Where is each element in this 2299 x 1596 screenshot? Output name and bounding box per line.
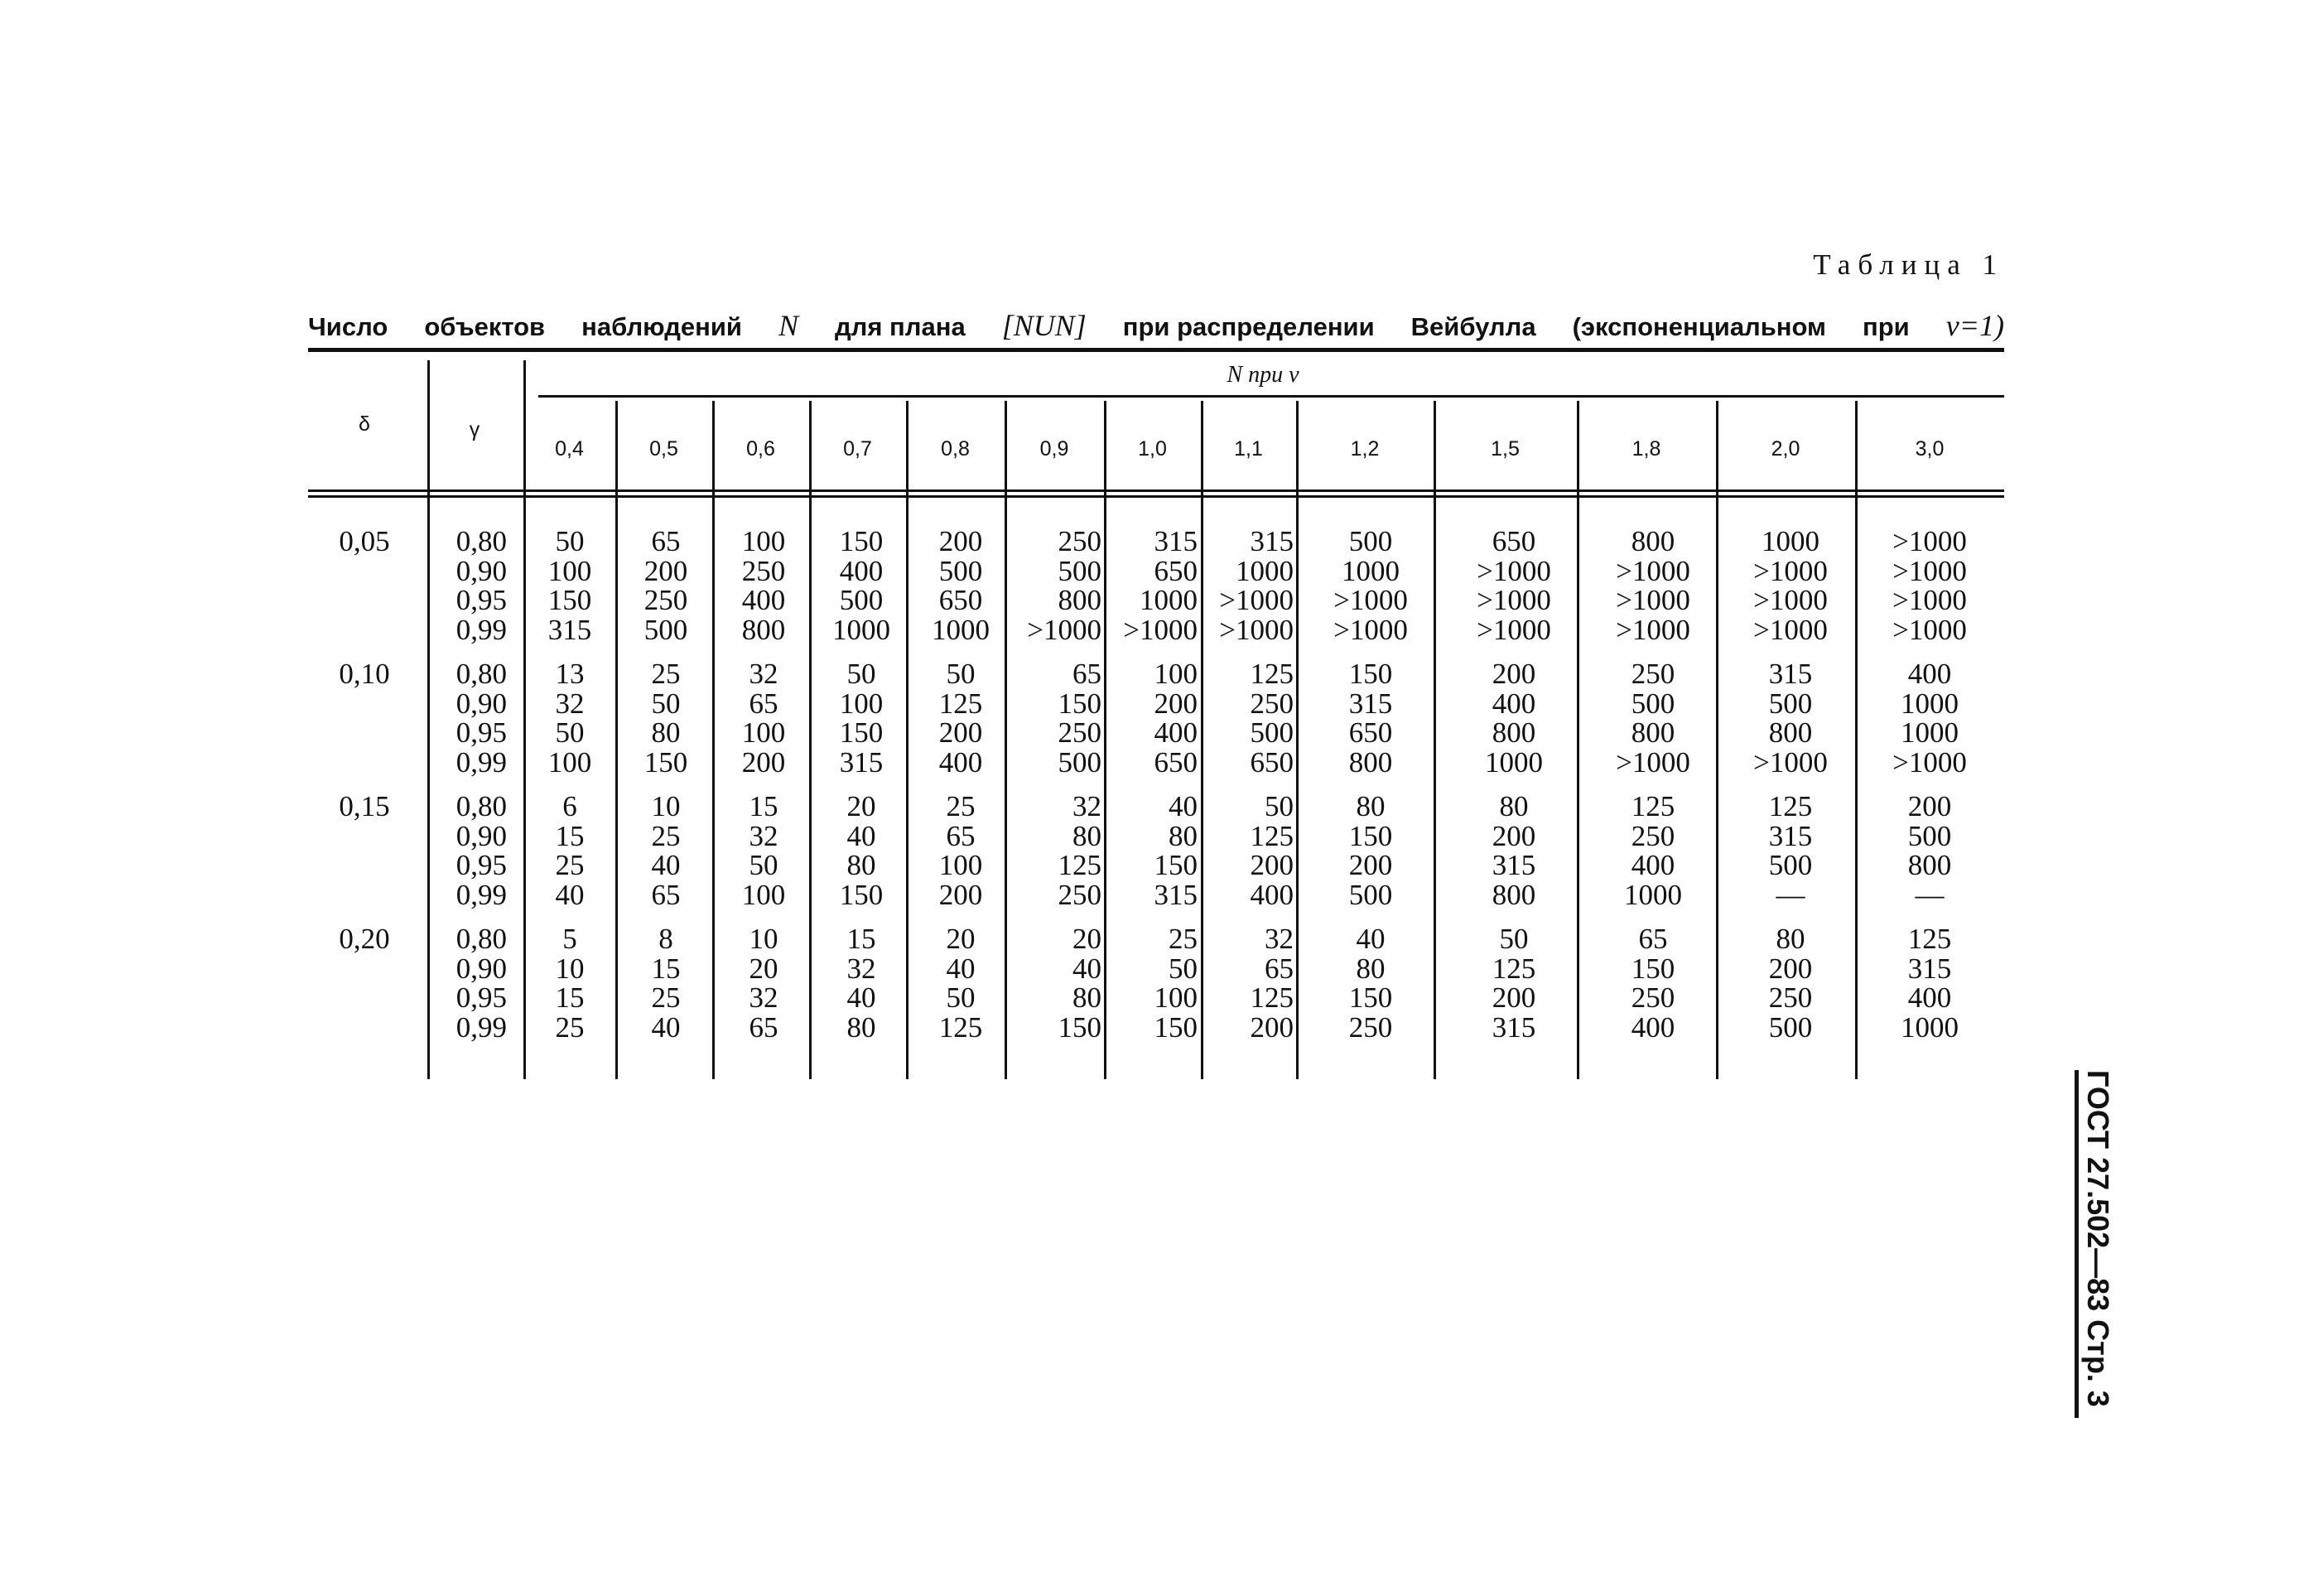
- table-cell: 315: [839, 745, 884, 779]
- table-cell: 32: [555, 687, 585, 720]
- table-cell: 315: [547, 613, 592, 646]
- table-cell: 125: [1250, 658, 1294, 690]
- table-cell: 315: [1907, 952, 1952, 985]
- table-cell: 800: [1492, 716, 1536, 750]
- table-cell: 800: [1058, 584, 1101, 617]
- table-cell: 200: [1250, 1010, 1294, 1044]
- table-cell: 40: [1356, 923, 1386, 955]
- table-cell: 250: [1348, 1010, 1393, 1044]
- table-cell: 40: [846, 981, 876, 1015]
- table-cell: 20: [1072, 923, 1101, 955]
- column-separator: [906, 401, 909, 1079]
- table-cell: 100: [741, 878, 786, 911]
- table-cell: 125: [1907, 923, 1952, 955]
- table-cell: >1000: [1219, 613, 1294, 646]
- table-cell: 15: [555, 819, 585, 852]
- header-gamma: γ: [469, 418, 480, 441]
- delta-value: 0,20: [339, 923, 390, 955]
- table-cell: 500: [1631, 687, 1675, 720]
- table-cell: 500: [1768, 687, 1813, 720]
- table-cell: 50: [846, 658, 876, 690]
- table-cell: 80: [1499, 790, 1529, 822]
- caption-rule: [308, 348, 2004, 352]
- table-cell: 800: [1907, 849, 1952, 882]
- table-cell: >1000: [1753, 584, 1828, 617]
- table-cell: 800: [1768, 716, 1813, 750]
- gamma-value: 0,80: [455, 525, 507, 557]
- header-bottom-rule-2: [308, 495, 2004, 498]
- table-cell: 200: [1492, 981, 1536, 1015]
- table-cell: 1000: [1624, 878, 1682, 911]
- table-cell: 80: [1169, 819, 1198, 852]
- table-cell: 25: [651, 819, 681, 852]
- header-nu-7: 1,1: [1234, 437, 1263, 460]
- table-cell: 315: [1348, 687, 1393, 720]
- table-cell: 650: [1154, 554, 1198, 587]
- table-cell: 800: [741, 613, 786, 646]
- table-cell: 50: [1499, 923, 1529, 955]
- table-cell: >1000: [1333, 613, 1408, 646]
- table-cell: 1000: [1236, 554, 1294, 587]
- gamma-value: 0,90: [455, 952, 507, 985]
- table-cell: 80: [846, 1010, 876, 1044]
- table-cell: 150: [547, 584, 592, 617]
- table-cell: 1000: [1140, 584, 1198, 617]
- table-cell: 150: [839, 878, 884, 911]
- table-cell: 100: [547, 554, 592, 587]
- table-cell: 400: [741, 584, 786, 617]
- table-cell: 150: [1631, 952, 1675, 985]
- table-cell: 10: [555, 952, 585, 985]
- header-nu-8: 1,2: [1350, 437, 1380, 460]
- gamma-value: 0,90: [455, 687, 507, 720]
- table-cell: >1000: [1027, 613, 1101, 646]
- table-cell: 200: [1768, 952, 1813, 985]
- table-cell: 250: [1058, 716, 1101, 750]
- table-cell: 400: [1631, 1010, 1675, 1044]
- table-cell: >1000: [1892, 584, 1967, 617]
- table-cell: 315: [1492, 1010, 1536, 1044]
- table-cell: 50: [946, 658, 976, 690]
- table-label: Таблица 1: [1813, 248, 2004, 281]
- header-nu-12: 3,0: [1915, 437, 1945, 460]
- table-cell: 100: [839, 687, 884, 720]
- table-cell: 150: [1058, 1010, 1101, 1044]
- table-cell: 80: [846, 849, 876, 882]
- column-separator: [1296, 401, 1299, 1079]
- table-cell: 150: [643, 745, 688, 779]
- table-cell: 200: [1492, 658, 1536, 690]
- table-cell: 20: [946, 923, 976, 955]
- header-nu-1: 0,5: [649, 437, 678, 460]
- table-cell: 40: [651, 1010, 681, 1044]
- table-cell: 650: [1492, 525, 1536, 557]
- table-cell: 40: [1169, 790, 1198, 822]
- table-cell: 125: [1058, 849, 1101, 882]
- gamma-value: 0,90: [455, 819, 507, 852]
- table-cell: 1000: [1485, 745, 1543, 779]
- table-cell: 50: [555, 525, 585, 557]
- header-nu-2: 0,6: [746, 437, 775, 460]
- table-cell: 1000: [1901, 687, 1959, 720]
- table-cell: 25: [946, 790, 976, 822]
- table-cell: >1000: [1123, 613, 1198, 646]
- table-cell: 15: [651, 952, 681, 985]
- gamma-value: 0,90: [455, 554, 507, 587]
- table-cell: 650: [1250, 745, 1294, 779]
- table-cell: >1000: [1892, 745, 1967, 779]
- table-cell: 500: [1907, 819, 1952, 852]
- table-cell: >1000: [1753, 554, 1828, 587]
- table-cell: 400: [1250, 878, 1294, 911]
- table-caption: Число объектов наблюдений N для плана [NUN] при распределении Вейбулла (экспоненциальном при v=1): [308, 309, 2004, 342]
- table-cell: 1000: [932, 613, 990, 646]
- table-cell: 125: [1250, 819, 1294, 852]
- column-separator: [1005, 401, 1007, 1079]
- table-cell: 1000: [1901, 716, 1959, 750]
- table-cell: 40: [1072, 952, 1101, 985]
- table-cell: 500: [1058, 554, 1101, 587]
- gamma-value: 0,95: [455, 716, 507, 750]
- column-separator: [1104, 401, 1106, 1079]
- table-cell: 65: [651, 525, 681, 557]
- table-cell: 100: [741, 716, 786, 750]
- column-separator: [427, 360, 430, 1079]
- table-cell: 25: [651, 658, 681, 690]
- table-cell: 125: [1250, 981, 1294, 1015]
- table-cell: 32: [1072, 790, 1101, 822]
- table-cell: 500: [1058, 745, 1101, 779]
- table-cell: 200: [938, 525, 983, 557]
- table-cell: 315: [1768, 819, 1813, 852]
- table-cell: 500: [1348, 878, 1393, 911]
- delta-value: 0,15: [339, 790, 390, 822]
- header-nu-5: 0,9: [1039, 437, 1069, 460]
- gamma-value: 0,80: [455, 790, 507, 822]
- table-cell: 150: [1348, 819, 1393, 852]
- table-cell: 32: [1265, 923, 1294, 955]
- table-cell: 80: [1072, 981, 1101, 1015]
- table-cell: 250: [1631, 819, 1675, 852]
- table-cell: 10: [749, 923, 778, 955]
- table-cell: 315: [1250, 525, 1294, 557]
- table-cell: 800: [1631, 716, 1675, 750]
- table-cell: 250: [1768, 981, 1813, 1015]
- table-cell: 150: [839, 525, 884, 557]
- table-cell: 13: [555, 658, 585, 690]
- table-cell: >1000: [1892, 525, 1967, 557]
- table-cell: >1000: [1477, 584, 1551, 617]
- table-cell: 6: [562, 790, 577, 822]
- table-cell: 40: [555, 878, 585, 911]
- table-cell: 315: [1154, 878, 1198, 911]
- table-cell: 8: [658, 923, 673, 955]
- gamma-value: 0,99: [455, 1010, 507, 1044]
- table-cell: >1000: [1892, 554, 1967, 587]
- table-cell: >1000: [1616, 554, 1690, 587]
- table-cell: >1000: [1616, 613, 1690, 646]
- header-n-group: N при v: [1227, 362, 1299, 388]
- table-cell: >1000: [1753, 613, 1828, 646]
- header-nu-10: 1,8: [1631, 437, 1661, 460]
- table-cell: 500: [1768, 1010, 1813, 1044]
- table-cell: 1000: [1342, 554, 1400, 587]
- table-cell: 1000: [1901, 1010, 1959, 1044]
- table-cell: —: [1915, 878, 1945, 911]
- table-cell: 80: [651, 716, 681, 750]
- table-cell: 125: [1768, 790, 1813, 822]
- table-cell: 250: [1250, 687, 1294, 720]
- table-cell: 32: [749, 658, 778, 690]
- gamma-value: 0,95: [455, 584, 507, 617]
- table-cell: 50: [1169, 952, 1198, 985]
- table-cell: 200: [938, 878, 983, 911]
- table-cell: 200: [643, 554, 688, 587]
- table-cell: 250: [1631, 658, 1675, 690]
- table-cell: >1000: [1892, 613, 1967, 646]
- table-cell: 150: [1154, 1010, 1198, 1044]
- table-cell: 100: [741, 525, 786, 557]
- table-cell: >1000: [1477, 613, 1551, 646]
- table-cell: 65: [749, 687, 778, 720]
- column-separator: [1201, 401, 1203, 1079]
- table-cell: 200: [1907, 790, 1952, 822]
- table-cell: 650: [938, 584, 983, 617]
- table-cell: 250: [1058, 525, 1101, 557]
- column-separator: [1434, 401, 1436, 1079]
- table-cell: >1000: [1616, 584, 1690, 617]
- table-cell: 32: [846, 952, 876, 985]
- delta-value: 0,05: [339, 525, 390, 557]
- table-cell: 65: [651, 878, 681, 911]
- table-cell: 200: [1250, 849, 1294, 882]
- table-cell: 400: [1631, 849, 1675, 882]
- table-cell: 150: [839, 716, 884, 750]
- table-cell: 80: [1356, 952, 1386, 985]
- table-cell: 25: [651, 981, 681, 1015]
- table-cell: 50: [749, 849, 778, 882]
- table-cell: 20: [749, 952, 778, 985]
- table-cell: 25: [555, 849, 585, 882]
- table-cell: 15: [846, 923, 876, 955]
- table-cell: 200: [741, 745, 786, 779]
- table-cell: 125: [1492, 952, 1536, 985]
- table-cell: 50: [651, 687, 681, 720]
- header-bottom-rule-1: [308, 489, 2004, 492]
- table-cell: 200: [1348, 849, 1393, 882]
- gamma-value: 0,99: [455, 613, 507, 646]
- table-cell: 25: [1169, 923, 1198, 955]
- table-cell: 40: [651, 849, 681, 882]
- header-nu-9: 1,5: [1491, 437, 1520, 460]
- table-cell: >1000: [1616, 745, 1690, 779]
- delta-value: 0,10: [339, 658, 390, 690]
- table-cell: 80: [1072, 819, 1101, 852]
- table-cell: 100: [938, 849, 983, 882]
- table-cell: 315: [1768, 658, 1813, 690]
- table-cell: 32: [749, 819, 778, 852]
- table-cell: 1000: [832, 613, 890, 646]
- table-cell: 100: [1154, 981, 1198, 1015]
- table-cell: 250: [1058, 878, 1101, 911]
- table-cell: 80: [1356, 790, 1386, 822]
- table-cell: 315: [1492, 849, 1536, 882]
- table-cell: 40: [946, 952, 976, 985]
- table-cell: 65: [749, 1010, 778, 1044]
- table-cell: 650: [1348, 716, 1393, 750]
- table-cell: 500: [1768, 849, 1813, 882]
- table-cell: 50: [555, 716, 585, 750]
- table-cell: 80: [1776, 923, 1805, 955]
- table-cell: 400: [839, 554, 884, 587]
- table-cell: 315: [1154, 525, 1198, 557]
- table-cell: 125: [938, 1010, 983, 1044]
- table-cell: 800: [1631, 525, 1675, 557]
- table-cell: 200: [1154, 687, 1198, 720]
- table-cell: 5: [562, 923, 577, 955]
- table-cell: 800: [1348, 745, 1393, 779]
- column-separator: [1577, 401, 1579, 1079]
- table-cell: 50: [1265, 790, 1294, 822]
- gamma-value: 0,99: [455, 878, 507, 911]
- table-cell: 400: [938, 745, 983, 779]
- header-nu-4: 0,8: [941, 437, 970, 460]
- table-cell: 65: [1638, 923, 1668, 955]
- table-cell: >1000: [1333, 584, 1408, 617]
- gamma-value: 0,99: [455, 745, 507, 779]
- gamma-value: 0,95: [455, 849, 507, 882]
- table-cell: 32: [749, 981, 778, 1015]
- column-separator: [809, 401, 812, 1079]
- table-cell: 40: [846, 819, 876, 852]
- table-cell: 1000: [1762, 525, 1819, 557]
- table-cell: 15: [749, 790, 778, 822]
- table-cell: 400: [1907, 981, 1952, 1015]
- header-nu-6: 1,0: [1138, 437, 1167, 460]
- gamma-value: 0,80: [455, 923, 507, 955]
- table-cell: 650: [1154, 745, 1198, 779]
- gamma-value: 0,80: [455, 658, 507, 690]
- header-nu-0: 0,4: [555, 437, 584, 460]
- table-cell: 150: [1058, 687, 1101, 720]
- table-cell: >1000: [1219, 584, 1294, 617]
- table-cell: 100: [547, 745, 592, 779]
- table-cell: 125: [1631, 790, 1675, 822]
- table-cell: 800: [1492, 878, 1536, 911]
- table-cell: >1000: [1477, 554, 1551, 587]
- table-cell: 50: [946, 981, 976, 1015]
- table-cell: 65: [1265, 952, 1294, 985]
- column-separator: [523, 360, 526, 1079]
- table-cell: 400: [1492, 687, 1536, 720]
- table-cell: >1000: [1753, 745, 1828, 779]
- column-separator: [712, 401, 715, 1079]
- header-nu-11: 2,0: [1771, 437, 1800, 460]
- table-cell: 200: [938, 716, 983, 750]
- table-cell: 500: [1250, 716, 1294, 750]
- table-cell: 65: [946, 819, 976, 852]
- table-cell: 400: [1154, 716, 1198, 750]
- table-cell: —: [1776, 878, 1805, 911]
- header-nu-3: 0,7: [843, 437, 872, 460]
- table-cell: 65: [1072, 658, 1101, 690]
- table-cell: 500: [839, 584, 884, 617]
- table-cell: 15: [555, 981, 585, 1015]
- column-separator: [1855, 401, 1858, 1079]
- header-group-rule: [538, 395, 2004, 398]
- table-cell: 500: [643, 613, 688, 646]
- table-cell: 100: [1154, 658, 1198, 690]
- header-delta: δ: [359, 412, 370, 436]
- page-side-note: ГОСТ 27.502—83 Стр. 3: [2075, 1070, 2115, 1418]
- table-cell: 150: [1154, 849, 1198, 882]
- table-cell: 150: [1348, 981, 1393, 1015]
- table-cell: 250: [1631, 981, 1675, 1015]
- gamma-value: 0,95: [455, 981, 507, 1015]
- table-cell: 150: [1348, 658, 1393, 690]
- table-cell: 20: [846, 790, 876, 822]
- table-cell: 500: [938, 554, 983, 587]
- column-separator: [1716, 401, 1718, 1079]
- table-cell: 200: [1492, 819, 1536, 852]
- table-cell: 250: [643, 584, 688, 617]
- table-cell: 10: [651, 790, 681, 822]
- table-cell: 25: [555, 1010, 585, 1044]
- table-cell: 250: [741, 554, 786, 587]
- table-cell: 500: [1348, 525, 1393, 557]
- table-cell: 400: [1907, 658, 1952, 690]
- table-cell: 125: [938, 687, 983, 720]
- column-separator: [615, 401, 618, 1079]
